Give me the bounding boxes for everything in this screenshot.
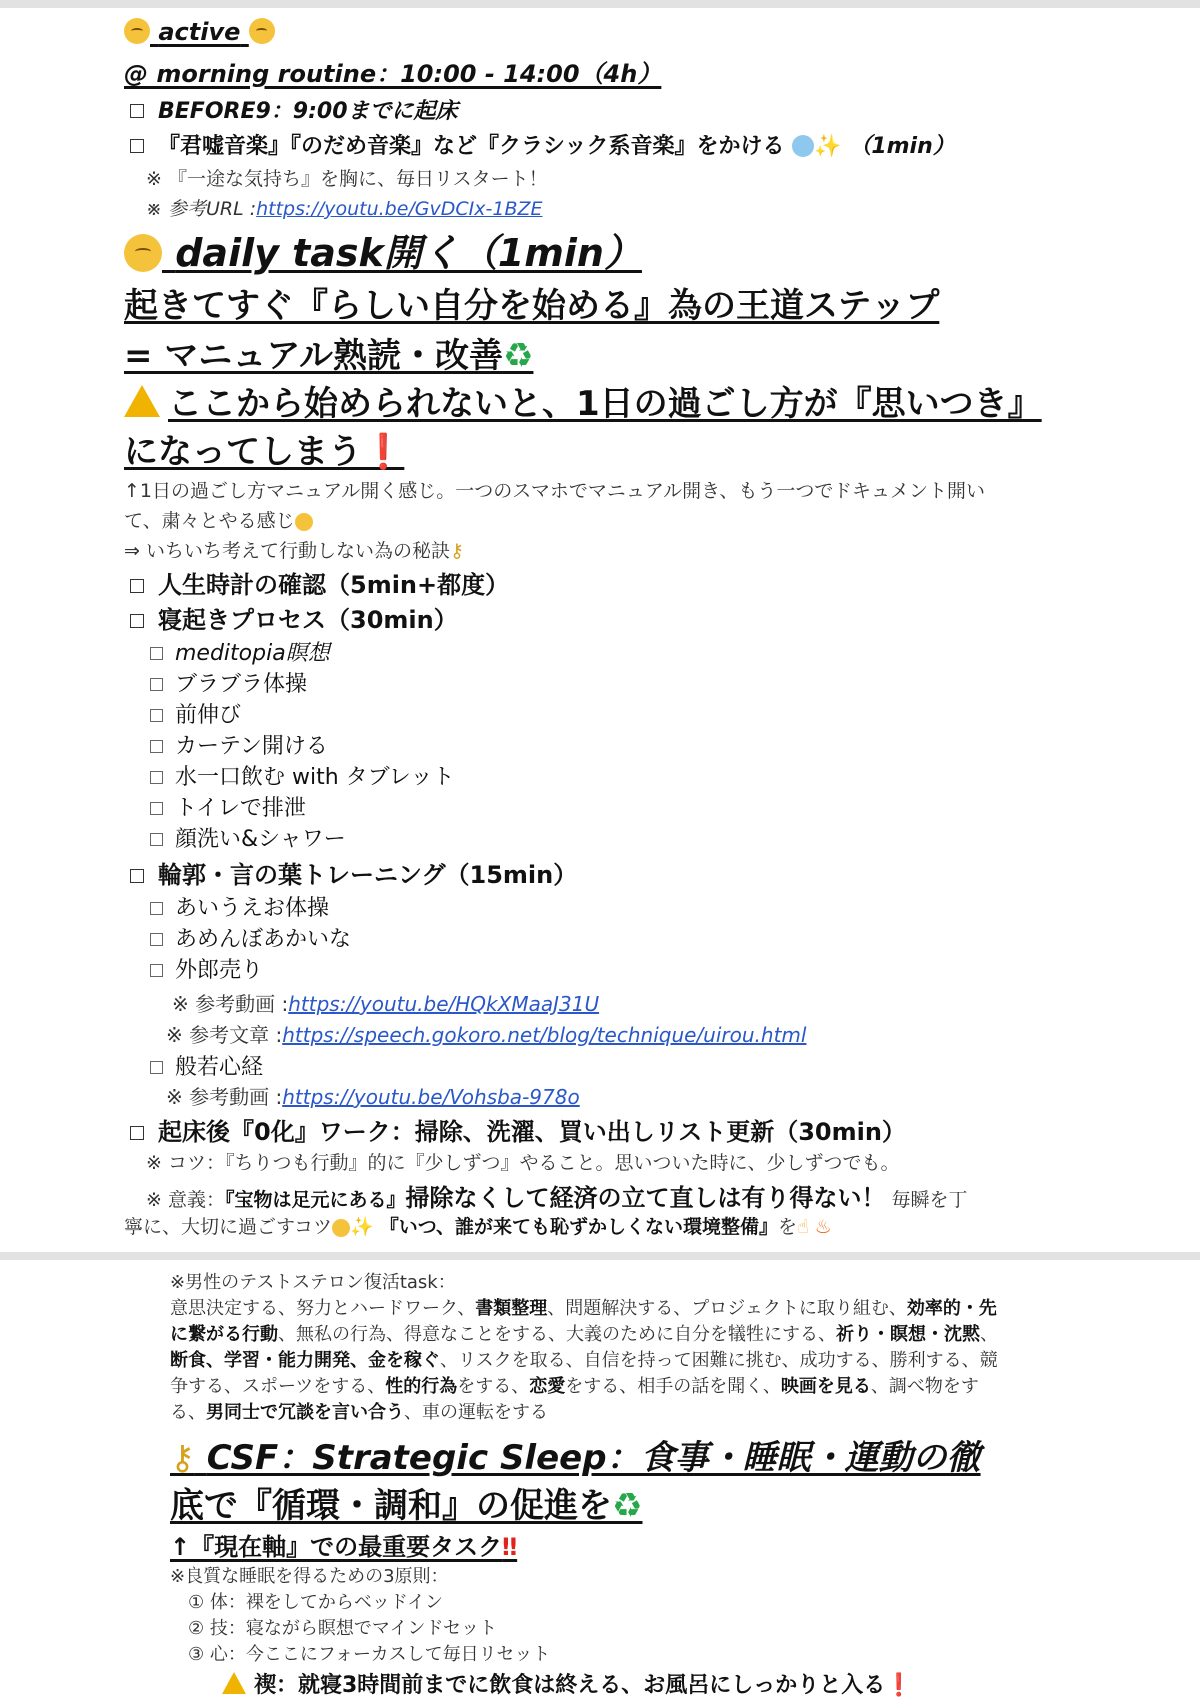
recycle-icon: ♻ xyxy=(502,336,534,376)
ref-video-1-link[interactable]: https://youtu.be/HQkXMaaJ31U xyxy=(288,992,600,1016)
headline-result: になってしまう❗ xyxy=(124,432,405,472)
checkbox-icon[interactable] xyxy=(150,964,163,977)
sparkles-icon: ✨ xyxy=(350,1216,374,1238)
task-before9[interactable]: BEFORE9：9:00までに起床 xyxy=(130,94,458,125)
zero-meaning-2: 寧に、大切に過ごすコツ ✨ 『いつ、誰が来ても恥ずかしくない環境整備』を☝ ♨ xyxy=(124,1216,832,1238)
testosterone-line-2: に繋がる行動、無私の行為、得意なことをする、大義のために自分を犠牲にする、祈り・瞑想・沈黙、 xyxy=(170,1324,998,1345)
voice-item[interactable]: 般若心経 xyxy=(150,1050,263,1081)
sparkles-icon: ✨ xyxy=(814,134,842,159)
checkbox-icon[interactable] xyxy=(150,771,163,784)
task-life-clock[interactable]: 人生時計の確認（5min+都度） xyxy=(130,565,509,600)
testosterone-line-5: る、男同士で冗談を言い合う、車の運転をする xyxy=(170,1402,548,1423)
checkbox-icon[interactable] xyxy=(150,933,163,946)
testosterone-line-1: 意思決定する、努力とハードワーク、書類整理、問題解決する、プロジェクトに取り組む、効率的・先 xyxy=(170,1298,997,1319)
priority-heading: ↑『現在軸』での最重要タスク‼ xyxy=(170,1533,518,1561)
zero-meaning: ※ 意義：『宝物は足元にある』掃除なくして経済の立て直しは有り得ない！ 毎瞬を丁 xyxy=(146,1184,968,1212)
checkbox-icon[interactable] xyxy=(130,104,144,118)
double-exclamation-icon: ‼ xyxy=(502,1533,518,1561)
desc-line-3: ⇒ いちいち考えて行動しない為の秘訣⚷ xyxy=(124,540,464,562)
key-icon: ⚷ xyxy=(170,1438,195,1478)
key-icon: ⚷ xyxy=(449,540,464,562)
csf-heading-line-1: ⚷ CSF：Strategic Sleep：食事・睡眠・運動の徹 xyxy=(170,1438,981,1478)
voice-item[interactable]: 外郎売り xyxy=(150,953,263,984)
checkbox-icon[interactable] xyxy=(150,647,163,660)
top-divider xyxy=(0,0,1200,8)
ref-video-2-link[interactable]: https://youtu.be/Vohsba-978o xyxy=(282,1085,580,1109)
wake-item[interactable]: meditopia瞑想 xyxy=(150,636,330,667)
wake-item[interactable]: ブラブラ体操 xyxy=(150,667,307,698)
voice-item[interactable]: あめんぼあかいな xyxy=(150,922,351,953)
misogi-line: 禊：就寝3時間前までに飲食は終える、お風呂にしっかりと入る❗ xyxy=(222,1668,913,1699)
headline-manual: = マニュアル熟読・改善♻ xyxy=(124,336,534,376)
checkbox-icon[interactable] xyxy=(130,579,144,593)
testosterone-title: ※男性のテストステロン復活task： xyxy=(170,1272,456,1293)
wake-item[interactable]: トイレで排泄 xyxy=(150,791,306,822)
task-wake-process[interactable]: 寝起きプロセス（30min） xyxy=(130,600,458,635)
checkbox-icon[interactable] xyxy=(150,802,163,815)
headline-warning: ここから始められないと、1日の過ごし方が『思いつき』 xyxy=(124,376,1042,425)
testosterone-line-3: 断食、学習・能力開発、金を稼ぐ、リスクを取る、自信を持って困難に挑む、成功する、勝利する、競 xyxy=(170,1350,998,1371)
checkbox-icon[interactable] xyxy=(150,709,163,722)
ref-video-1: ※ 参考動画 :https://youtu.be/HQkXMaaJ31U xyxy=(172,992,600,1016)
wake-item[interactable]: 顔洗い&シャワー xyxy=(150,822,346,853)
star-struck-emoji-icon xyxy=(124,18,150,44)
warning-icon xyxy=(222,1672,246,1694)
warning-icon xyxy=(124,385,160,417)
baby-face-icon xyxy=(124,234,162,272)
reference-link[interactable]: https://youtu.be/GvDCIx-1BZE xyxy=(256,198,543,220)
sleep-rule: ② 技：寝ながら瞑想でマインドセット xyxy=(188,1618,497,1639)
wake-item[interactable]: 前伸び xyxy=(150,698,241,729)
wake-item[interactable]: カーテン開ける xyxy=(150,729,328,760)
voice-item[interactable]: あいうえお体操 xyxy=(150,891,329,922)
middle-divider xyxy=(0,1252,1200,1260)
checkbox-icon[interactable] xyxy=(130,139,144,153)
checkbox-icon[interactable] xyxy=(150,740,163,753)
note-reference-url: ※ 参考URL :https://youtu.be/GvDCIx-1BZE xyxy=(146,198,543,220)
zero-tip: ※ コツ：『ちりつも行動』的に『少しずつ』やること。思いついた時に、少しずつでも。 xyxy=(146,1152,900,1174)
thumbs-up-icon: ☝ xyxy=(797,1216,809,1238)
daily-task-heading: daily task開く（1min） xyxy=(124,222,642,277)
task-zero-work[interactable]: 起床後『0化』ワーク：掃除、洗濯、買い出しリスト更新（30min） xyxy=(130,1112,906,1147)
task-voice-training[interactable]: 輪郭・言の葉トレーニング（15min） xyxy=(130,855,577,890)
routine-heading: @ morning routine：10:00 - 14:00（4h） xyxy=(124,60,662,88)
relieved-face-icon xyxy=(295,513,313,531)
desc-line-1: ↑1日の過ごし方マニュアル開く感じ。一つのスマホでマニュアル開き、もう一つでドキュメント開い xyxy=(124,480,985,502)
headline-start: 起きてすぐ『らしい自分を始める』為の王道ステップ xyxy=(124,286,940,326)
testosterone-line-4: 争する、スポーツをする、性的行為をする、恋愛をする、相手の話を聞く、映画を見る、調べ物をす xyxy=(170,1376,979,1397)
active-heading: active xyxy=(124,18,275,46)
checkbox-icon[interactable] xyxy=(150,678,163,691)
checkbox-icon[interactable] xyxy=(150,833,163,846)
exclamation-icon: ❗ xyxy=(362,432,405,472)
fire-icon: ♨ xyxy=(814,1216,832,1238)
checkbox-icon[interactable] xyxy=(130,1126,144,1140)
checkbox-icon[interactable] xyxy=(150,1061,163,1074)
wake-item[interactable]: 水一口飲む with タブレット xyxy=(150,760,455,791)
csf-heading-line-2: 底で『循環・調和』の促進を♻ xyxy=(170,1486,643,1526)
checkbox-icon[interactable] xyxy=(130,614,144,628)
sleep-rule: ③ 心：今ここにフォーカスして毎日リセット xyxy=(188,1644,551,1665)
task-classical-music[interactable]: 『君嘘音楽』『のだめ音楽』など『クラシック系音楽』をかける ✨ （1min） xyxy=(130,129,955,160)
ref-text-link[interactable]: https://speech.gokoro.net/blog/technique/uirou.html xyxy=(282,1023,807,1047)
note-restart: ※ 『一途な気持ち』を胸に、毎日リスタート！ xyxy=(146,168,548,190)
exclamation-icon: ❗ xyxy=(885,1673,913,1698)
checkbox-icon[interactable] xyxy=(150,902,163,915)
smiling-face-icon xyxy=(332,1219,350,1237)
ref-text: ※ 参考文章 :https://speech.gokoro.net/blog/technique/uirou.html xyxy=(166,1023,807,1047)
checkbox-icon[interactable] xyxy=(130,869,144,883)
sleep-rules-title: ※良質な睡眠を得るための3原則： xyxy=(170,1566,449,1587)
desc-line-2: て、粛々とやる感じ xyxy=(124,506,313,533)
ref-video-2: ※ 参考動画 :https://youtu.be/Vohsba-978o xyxy=(166,1085,580,1109)
crying-face-icon xyxy=(792,135,814,157)
sleep-rule: ① 体：裸をしてからベッドイン xyxy=(188,1592,443,1613)
star-struck-emoji-icon xyxy=(249,18,275,44)
recycle-icon: ♻ xyxy=(612,1486,643,1526)
